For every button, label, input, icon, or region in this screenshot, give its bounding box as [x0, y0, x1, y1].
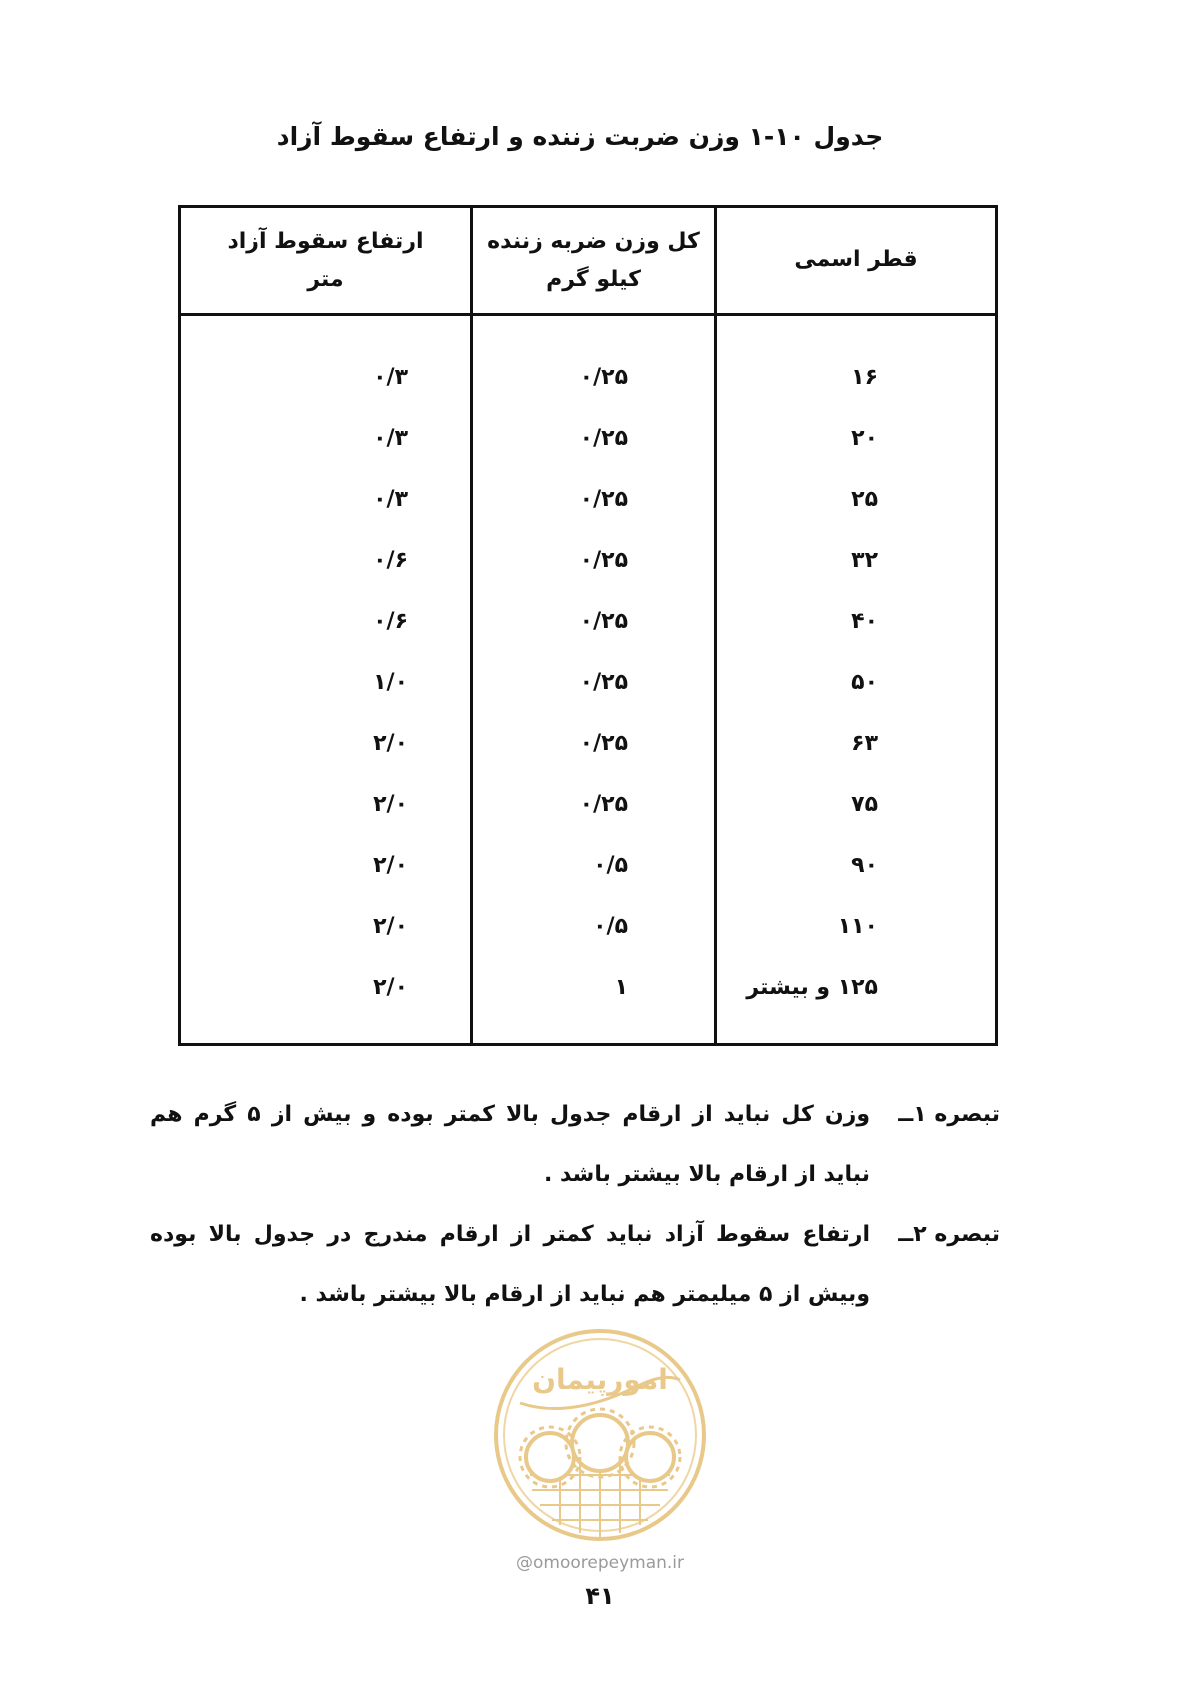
cell-weight: ۰/۵	[593, 853, 628, 878]
cell-height: ۲/۰	[373, 731, 408, 756]
cell-weight: ۱	[614, 975, 628, 1000]
notes-section	[150, 1085, 1000, 1325]
cell-diameter: ۱۶	[851, 365, 878, 390]
cell-height: ۲/۰	[373, 914, 408, 939]
note-1-label: تبصره ۱ــ	[898, 1102, 1000, 1127]
cell-diameter: ۹۰	[851, 853, 878, 878]
cell-height: ۱/۰	[373, 670, 408, 695]
column-divider-left	[178, 205, 181, 1043]
header-separator	[178, 313, 998, 316]
cell-weight: ۰/۲۵	[579, 670, 628, 695]
cell-height: ۲/۰	[373, 792, 408, 817]
note-1-text: وزن کل نباید از ارقام جدول بالا کمتر بوده و بیش از ۵ گرم هم نباید از ارقام بالا بیشتر باشد .	[150, 1102, 870, 1187]
cell-diameter: ۱۲۵ و بیشتر	[746, 975, 878, 1000]
cell-height: ۰/۶	[373, 548, 408, 573]
column-divider-2	[714, 205, 717, 1043]
note-1	[150, 1085, 1000, 1205]
header-height-label: ارتفاع سقوط آزاد	[227, 229, 424, 254]
cell-diameter: ۵۰	[851, 670, 878, 695]
cell-weight: ۰/۲۵	[579, 487, 628, 512]
cell-diameter: ۲۰	[851, 426, 878, 451]
cell-weight: ۰/۲۵	[579, 792, 628, 817]
header-free-fall-height	[181, 223, 470, 299]
cell-diameter: ۴۰	[851, 609, 878, 634]
header-height-unit: متر	[307, 267, 344, 292]
watermark-site: @omoorepeyman.ir	[515, 1553, 685, 1573]
cell-height: ۰/۶	[373, 609, 408, 634]
cell-height: ۰/۳	[373, 365, 408, 390]
cell-weight: ۰/۲۵	[579, 548, 628, 573]
page-number: ۴۱	[585, 1582, 615, 1610]
cell-diameter: ۷۵	[851, 792, 878, 817]
header-weight-unit: کیلو گرم	[546, 267, 641, 292]
cell-weight: ۰/۲۵	[579, 731, 628, 756]
note-2-label: تبصره ۲ــ	[898, 1222, 1000, 1247]
table-bottom-border	[178, 1043, 998, 1046]
cell-diameter: ۳۲	[851, 548, 878, 573]
column-divider-right	[995, 205, 998, 1043]
note-2	[150, 1205, 1000, 1325]
cell-height: ۰/۳	[373, 426, 408, 451]
cell-diameter: ۲۵	[851, 487, 878, 512]
cell-weight: ۰/۲۵	[579, 609, 628, 634]
note-2-text: ارتفاع سقوط آزاد نباید کمتر از ارقام مندرج در جدول بالا بوده وبیش از ۵ میلیمتر هم نباید از ارقام بالا بیشتر باشد .	[150, 1222, 870, 1307]
cell-diameter: ۱۱۰	[837, 914, 878, 939]
cell-diameter: ۶۳	[851, 731, 878, 756]
cell-height: ۲/۰	[373, 853, 408, 878]
cell-weight: ۰/۲۵	[579, 365, 628, 390]
cell-height: ۰/۳	[373, 487, 408, 512]
data-table	[178, 205, 998, 1050]
table-title: جدول ۱۰-۱ وزن ضربت زننده و ارتفاع سقوط آزاد	[276, 122, 884, 151]
seal-text: امورپیمان	[532, 1363, 668, 1396]
table-top-border	[178, 205, 998, 208]
cell-weight: ۰/۲۵	[579, 426, 628, 451]
cell-height: ۲/۰	[373, 975, 408, 1000]
column-divider-1	[470, 205, 473, 1043]
header-nominal-diameter: قطر اسمی	[794, 247, 918, 272]
header-weight-label: کل وزن ضربه زننده	[487, 229, 700, 254]
cell-weight: ۰/۵	[593, 914, 628, 939]
watermark-seal-icon	[490, 1325, 710, 1545]
header-striker-weight	[473, 223, 714, 299]
